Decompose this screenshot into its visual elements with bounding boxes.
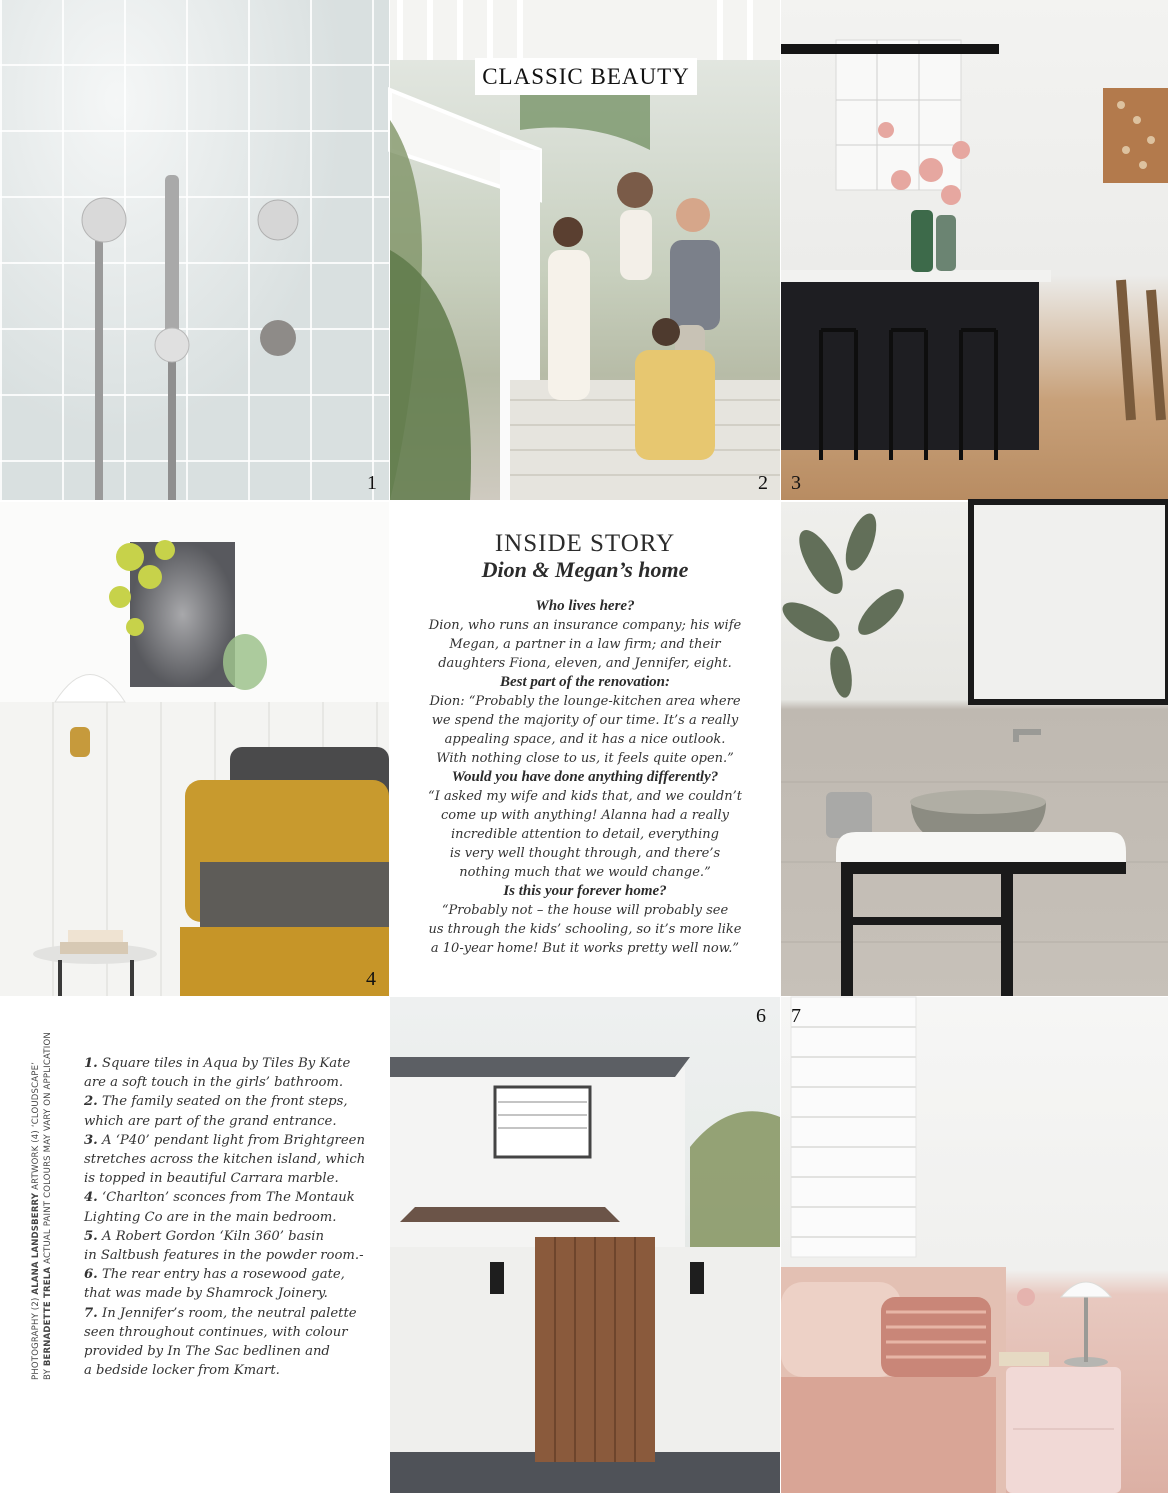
photo-number-7: 7 (791, 1005, 801, 1027)
caption-1: 1. Square tiles in Aqua by Tiles By Kate are a soft touch in the girls’ bathroom. (84, 1056, 351, 1091)
feature-banner: CLASSIC BEAUTY (475, 58, 697, 95)
photo-credit: PHOTOGRAPHY (2) ALANA LANDSBERRY ARTWORK (4) ‘CLOUDSCAPE’ BY BERNADETTE TRELA ACTUAL PAINT COLOURS MAY VARY ON APPLICATION (31, 1032, 53, 1380)
photo-number-4: 4 (366, 968, 376, 990)
answer-1: Dion, who runs an insurance company; his wife Megan, a partner in a law firm; and their daughters Fiona, eleven, and Jennifer, eight. (428, 618, 742, 671)
powder-room-illustration (781, 502, 1168, 996)
photo-kitchen (781, 0, 1168, 500)
inside-story (400, 530, 770, 958)
girls-bedroom-illustration (781, 997, 1168, 1493)
photo-number-2: 2 (758, 472, 768, 494)
question-1: Who lives here? (535, 598, 635, 614)
story-subtitle: Dion & Megan’s home (481, 557, 689, 582)
story-title: INSIDE STORY (494, 530, 676, 557)
photo-number-3: 3 (791, 472, 801, 494)
caption-7: 7. In Jennifer’s room, the neutral palette seen throughout continues, with colour provided by In The Sac bedlinen and a bedside locker from Kmart. (84, 1305, 357, 1379)
photo-bathroom-tiles (0, 0, 389, 500)
photo-main-bedroom (0, 502, 389, 996)
photo-number-6: 6 (756, 1005, 766, 1027)
caption-2: 2. The family seated on the front steps, which are part of the grand entrance. (84, 1094, 348, 1129)
photo-captions (84, 1054, 384, 1380)
question-2: Best part of the renovation: (499, 674, 670, 690)
rear-entry-illustration (390, 997, 780, 1493)
caption-6: 6. The rear entry has a rosewood gate, that was made by Shamrock Joinery. (84, 1267, 345, 1302)
caption-3: 3. A ‘P40’ pendant light from Brightgreen stretches across the kitchen island, which is topped in beautiful Carrara marble. (84, 1132, 366, 1187)
photo-number-1: 1 (367, 472, 377, 494)
photo-rear-entry (390, 997, 780, 1493)
caption-4: 4. ‘Charlton’ sconces from The Montauk Lighting Co are in the main bedroom. (84, 1190, 355, 1225)
photo-powder-room (781, 502, 1168, 996)
kitchen-illustration (781, 0, 1168, 500)
question-3: Would you have done anything differently? (451, 769, 719, 785)
answer-3: “I asked my wife and kids that, and we couldn’t come up with anything! Alanna had a really incredible attention to detail, everything is very well thought through, and there’s nothing much that we would change.” (428, 789, 742, 880)
photo-jennifers-room (781, 997, 1168, 1493)
question-4: Is this your forever home? (503, 883, 667, 899)
caption-5: 5. A Robert Gordon ‘Kiln 360’ basin in Saltbush features in the powder room.- (84, 1228, 364, 1264)
answer-4: “Probably not – the house will probably see us through the kids’ schooling, so it’s more like a 10-year home! But it works pretty well now.” (428, 903, 742, 956)
shower-fittings-illustration (0, 0, 389, 500)
bedroom-illustration (0, 502, 389, 996)
answer-2: Dion: “Probably the lounge-kitchen area where we spend the majority of our time. It’s a really appealing space, and it has a nice outlook. With nothing close to us, it feels quite open.” (429, 694, 741, 766)
